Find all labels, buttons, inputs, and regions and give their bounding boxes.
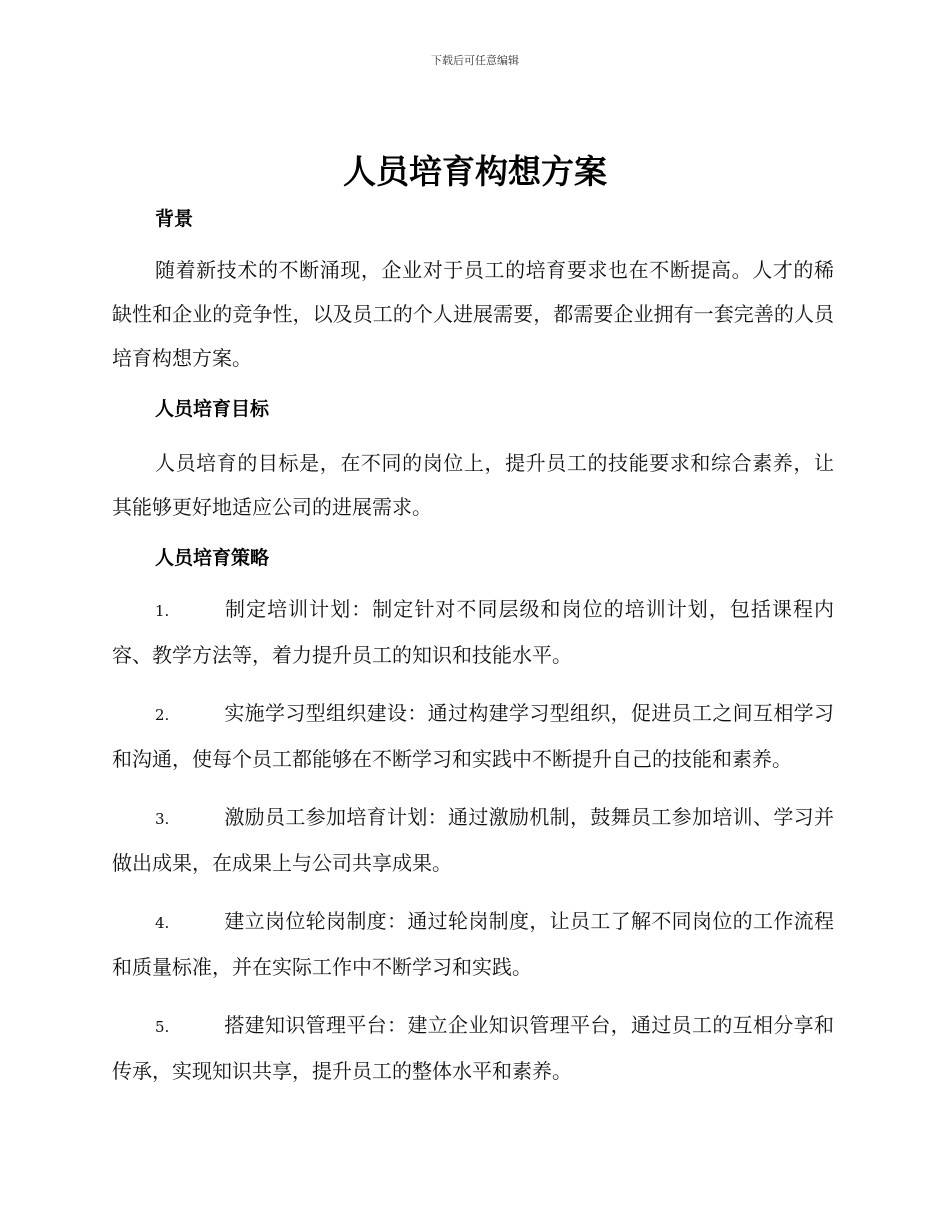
section-paragraph-background: 随着新技术的不断涌现，企业对于员工的培育要求也在不断提高。人才的稀缺性和企业的竞争性，以及员工的个人进展需要，都需要企业拥有一套完善的人员培育构想方案。 — [112, 258, 834, 370]
list-item-number: 1. — [155, 602, 170, 620]
document-title: 人员培育构想方案 — [343, 152, 607, 191]
strategy-list-item — [112, 1003, 834, 1093]
list-item-text: 制定培训计划：制定针对不同层级和岗位的培训计划，包括课程内容、教学方法等，着力提升员工的知识和技能水平。 — [112, 597, 834, 667]
section-heading-background: 背景 — [155, 208, 194, 230]
list-item-text: 实施学习型组织建设：通过构建学习型组织，促进员工之间互相学习和沟通，使每个员工都能够在不断学习和实践中不断提升自己的技能和素养。 — [112, 701, 834, 771]
list-item-text: 激励员工参加培育计划：通过激励机制，鼓舞员工参加培训、学习并做出成果，在成果上与公司共享成果。 — [112, 805, 834, 875]
strategy-list-item — [112, 587, 834, 677]
strategy-list-item — [112, 691, 834, 781]
list-item-number: 2. — [155, 706, 170, 724]
list-item-text: 建立岗位轮岗制度：通过轮岗制度，让员工了解不同岗位的工作流程和质量标准，并在实际工作中不断学习和实践。 — [112, 909, 834, 979]
document-body — [112, 204, 834, 1093]
list-item-text: 搭建知识管理平台：建立企业知识管理平台，通过员工的互相分享和传承，实现知识共享，提升员工的整体水平和素养。 — [112, 1013, 834, 1083]
section-paragraph-goals: 人员培育的目标是，在不同的岗位上，提升员工的技能要求和综合素养，让其能够更好地适应公司的进展需求。 — [112, 451, 834, 519]
strategy-list-item — [112, 795, 834, 885]
list-item-number: 5. — [155, 1018, 170, 1036]
page-header-note: 下载后可任意编辑 — [431, 54, 519, 67]
section-heading-strategy: 人员培育策略 — [155, 547, 270, 569]
list-item-number: 4. — [155, 914, 170, 932]
section-heading-goals: 人员培育目标 — [155, 398, 270, 420]
strategy-list-item — [112, 899, 834, 989]
list-item-number: 3. — [155, 810, 170, 828]
